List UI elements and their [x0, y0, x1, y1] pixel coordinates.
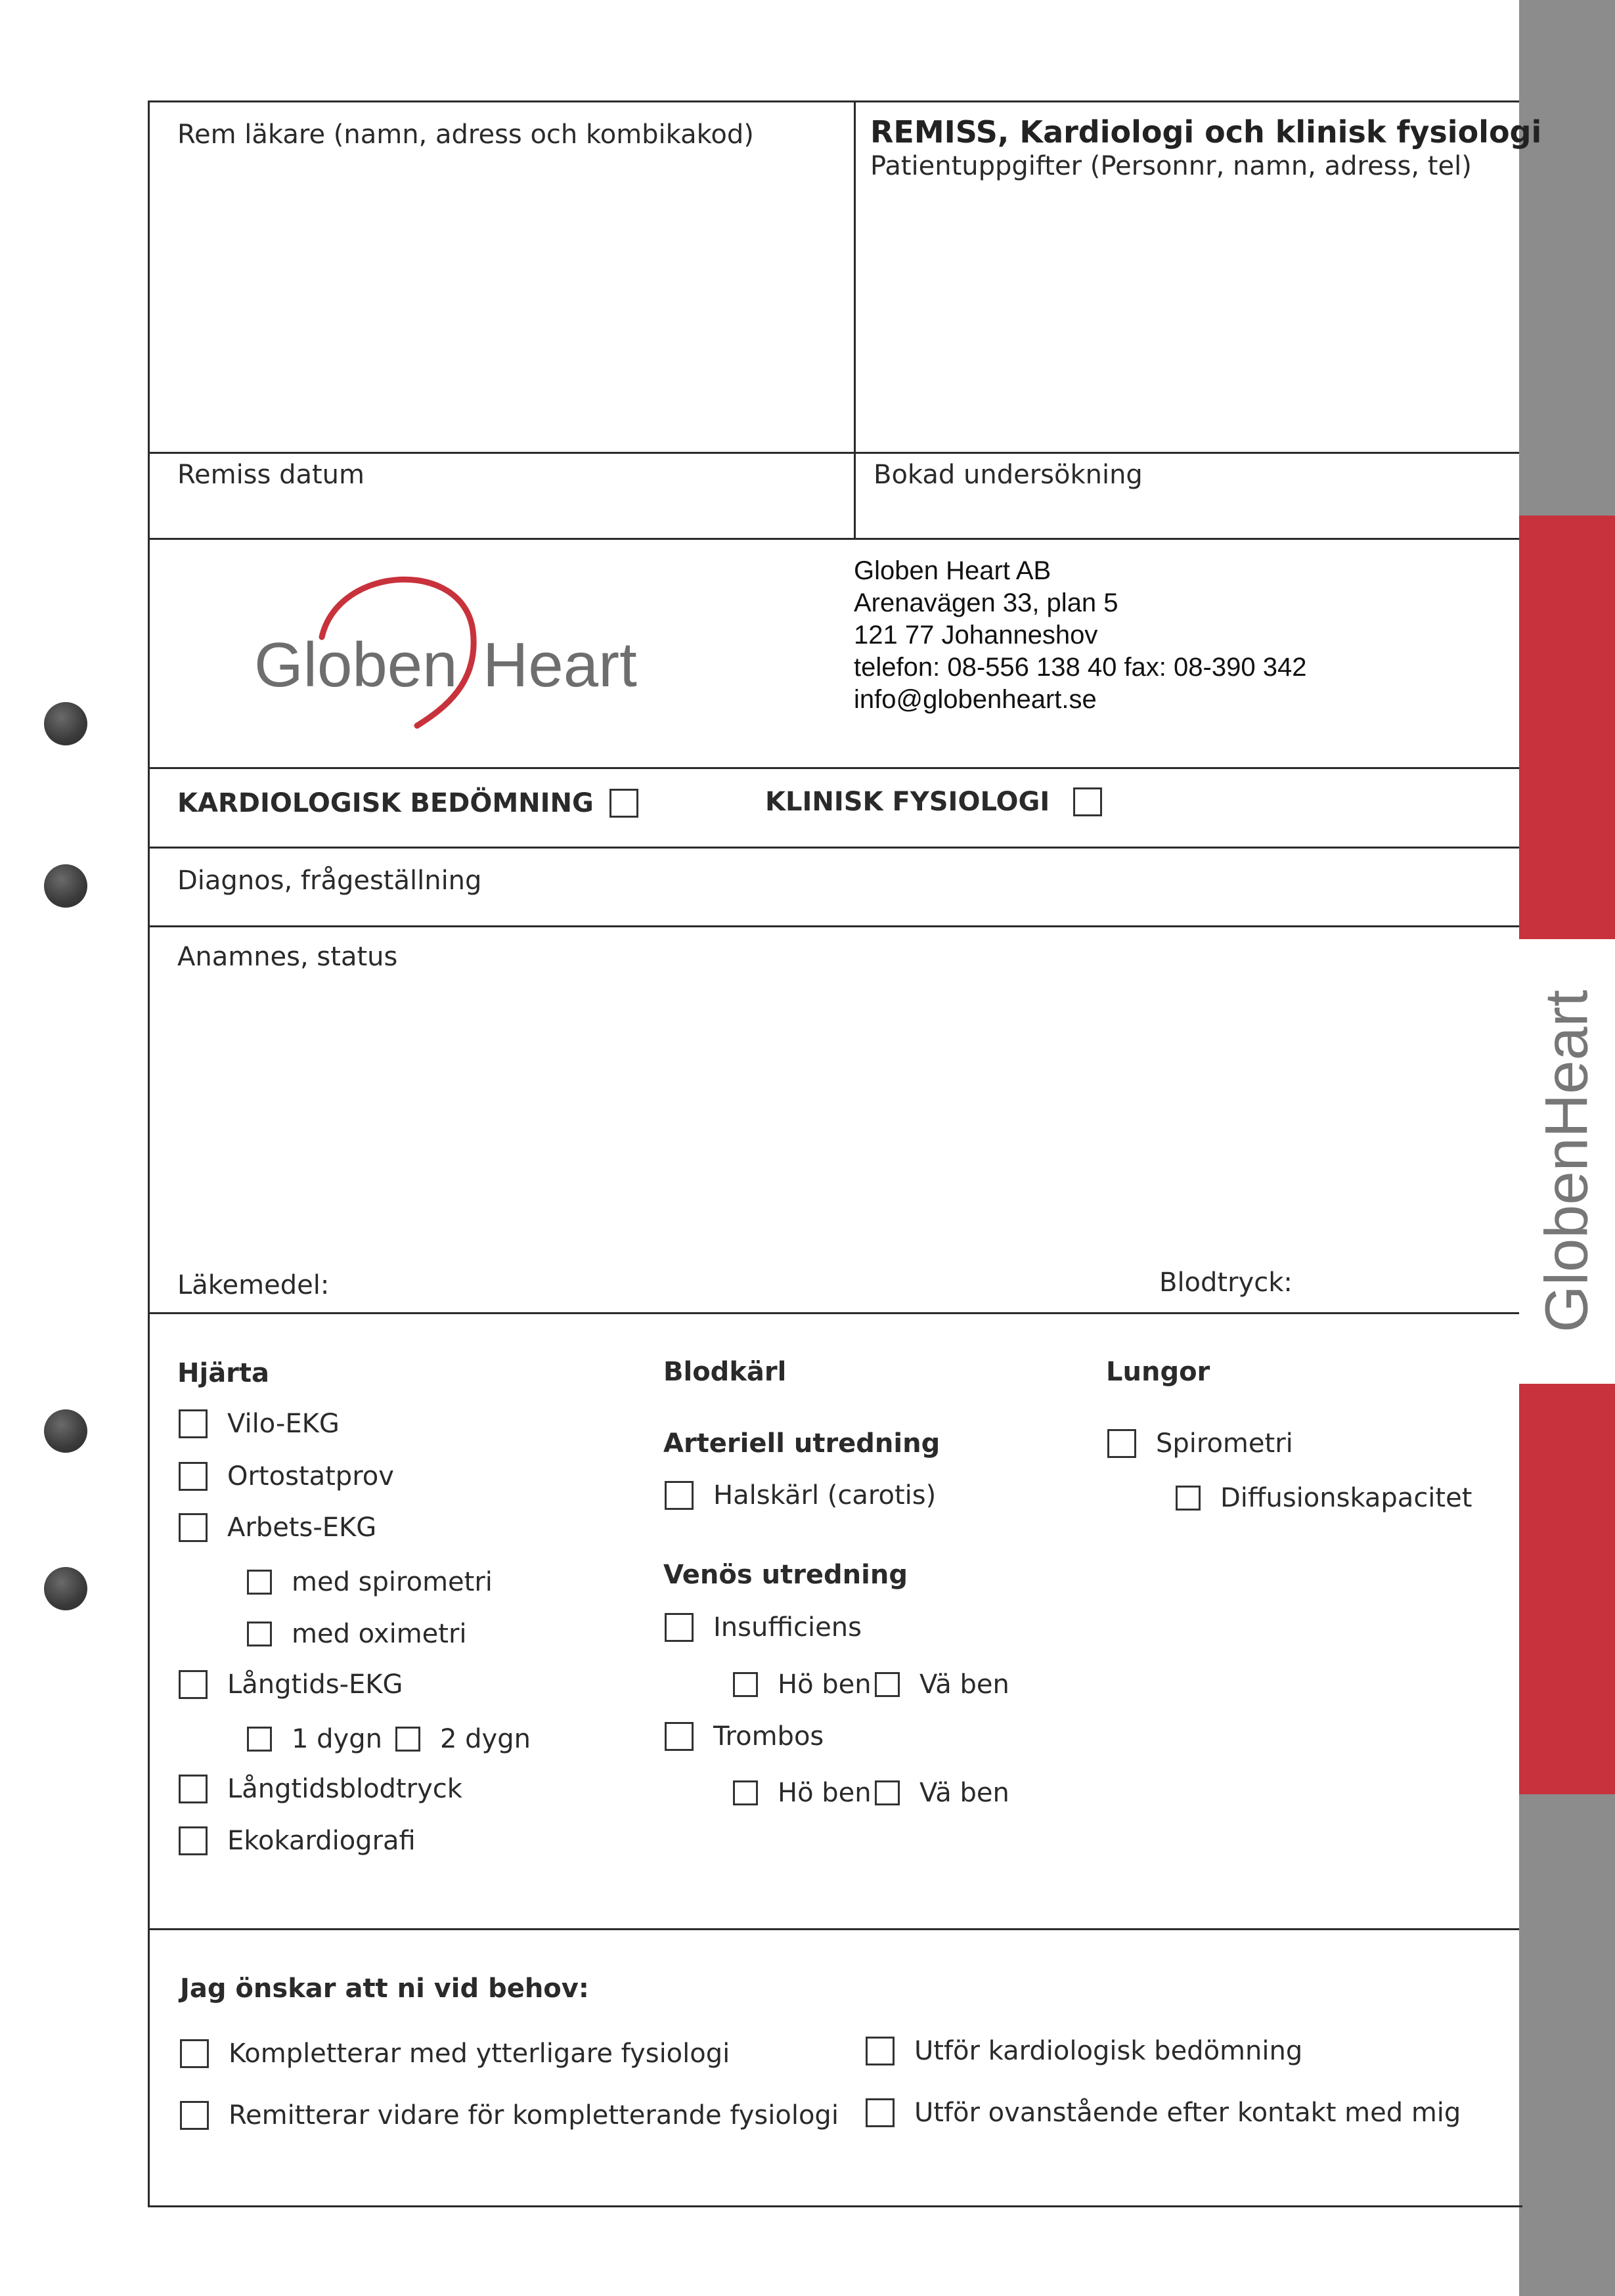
divider-dates — [148, 452, 1519, 454]
insufficiens-label: Insufficiens — [713, 1612, 862, 1643]
cardiology-assessment-checkbox[interactable] — [609, 789, 638, 818]
binder-hole-4 — [44, 1567, 87, 1610]
cardiology-assessment-label: KARDIOLOGISK BEDÖMNING — [177, 788, 594, 818]
langtids-ekg-checkbox[interactable] — [179, 1670, 208, 1699]
one-day-option[interactable] — [247, 1724, 382, 1754]
booked-exam-label: Bokad undersökning — [874, 460, 1143, 490]
frame-middle-top — [854, 100, 856, 538]
cardio-assess-option[interactable] — [866, 2036, 1302, 2066]
side-strip-gray-bottom — [1519, 1794, 1615, 2296]
insufficiens-right-leg-label: Hö ben — [778, 1669, 872, 1700]
medication-label: Läkemedel: — [177, 1270, 330, 1300]
carotis-option[interactable] — [665, 1480, 936, 1511]
binder-hole-3 — [44, 1409, 87, 1453]
one-day-label: 1 dygn — [292, 1724, 382, 1754]
arbets-ekg-label: Arbets-EKG — [227, 1512, 377, 1543]
refer-option[interactable] — [180, 2100, 839, 2130]
vilo-ekg-option[interactable] — [179, 1409, 340, 1439]
diagnosis-label: Diagnos, frågeställning — [177, 866, 482, 896]
history-label: Anamnes, status — [177, 942, 398, 972]
company-email: info@globenheart.se — [854, 685, 1097, 714]
clinical-physiology-option[interactable] — [765, 787, 1122, 817]
diffusion-checkbox[interactable] — [1176, 1486, 1201, 1511]
divider-logo — [148, 538, 1519, 540]
divider-assessment — [148, 767, 1519, 769]
trombos-left-leg-label: Vä ben — [919, 1778, 1009, 1808]
carotis-checkbox[interactable] — [665, 1481, 694, 1510]
after-contact-option[interactable] — [866, 2098, 1461, 2128]
langtids-ekg-option[interactable] — [179, 1669, 403, 1700]
side-tab-logo-text: GlobenHeart — [1533, 990, 1601, 1333]
trombos-checkbox[interactable] — [665, 1722, 694, 1751]
carotis-label: Halskärl (carotis) — [713, 1480, 937, 1511]
arterial-heading: Arteriell utredning — [663, 1428, 940, 1459]
eko-label: Ekokardiografi — [227, 1826, 416, 1856]
side-strip-red-2 — [1519, 1384, 1615, 1794]
insufficiens-right-leg-option[interactable] — [733, 1669, 872, 1700]
after-contact-checkbox[interactable] — [866, 2098, 895, 2127]
company-address: Arenavägen 33, plan 5 — [854, 588, 1118, 617]
company-postal: 121 77 Johanneshov — [854, 621, 1098, 650]
two-days-checkbox[interactable] — [395, 1727, 420, 1752]
trombos-right-leg-option[interactable] — [733, 1778, 872, 1808]
langtids-bp-checkbox[interactable] — [179, 1775, 208, 1803]
referring-doctor-label: Rem läkare (namn, adress och kombikakod) — [177, 120, 754, 150]
ortostat-option[interactable] — [179, 1461, 394, 1491]
side-strip-gray-top — [1519, 0, 1615, 516]
heart-heading: Hjärta — [177, 1358, 270, 1388]
two-days-label: 2 dygn — [440, 1724, 531, 1754]
ortostat-checkbox[interactable] — [179, 1462, 208, 1491]
med-spirometri-checkbox[interactable] — [247, 1570, 272, 1595]
trombos-option[interactable] — [665, 1721, 824, 1752]
company-phone-fax: telefon: 08-556 138 40 fax: 08-390 342 — [854, 653, 1307, 682]
clinical-physiology-checkbox[interactable] — [1073, 787, 1102, 816]
frame-top — [148, 100, 1519, 102]
langtids-bp-option[interactable] — [179, 1774, 462, 1804]
binder-hole-2 — [44, 864, 87, 908]
refer-checkbox[interactable] — [180, 2101, 209, 2130]
complement-option[interactable] — [180, 2039, 730, 2069]
eko-option[interactable] — [179, 1826, 416, 1856]
med-spirometri-option[interactable] — [247, 1567, 493, 1597]
after-contact-label: Utför ovanstående efter kontakt med mig — [914, 2098, 1461, 2128]
insufficiens-left-leg-option[interactable] — [875, 1669, 1009, 1700]
venous-heading: Venös utredning — [663, 1560, 908, 1590]
one-day-checkbox[interactable] — [247, 1727, 272, 1752]
insufficiens-option[interactable] — [665, 1612, 862, 1643]
vessels-heading: Blodkärl — [663, 1357, 787, 1387]
divider-diagnosis — [148, 847, 1519, 849]
frame-bottom — [148, 2205, 1522, 2207]
insufficiens-left-leg-checkbox[interactable] — [875, 1672, 900, 1697]
form-title: REMISS, Kardiologi och klinisk fysiologi — [870, 114, 1542, 150]
diffusion-label: Diffusionskapacitet — [1220, 1483, 1472, 1513]
insufficiens-left-leg-label: Vä ben — [919, 1669, 1009, 1700]
vilo-ekg-checkbox[interactable] — [179, 1409, 208, 1438]
ortostat-label: Ortostatprov — [227, 1461, 394, 1491]
spirometri-label: Spirometri — [1156, 1428, 1293, 1459]
eko-checkbox[interactable] — [179, 1826, 208, 1855]
vilo-ekg-label: Vilo-EKG — [227, 1409, 340, 1439]
company-name: Globen Heart AB — [854, 556, 1051, 585]
refer-label: Remitterar vidare för kompletterande fysiologi — [229, 2100, 839, 2130]
diffusion-option[interactable] — [1176, 1483, 1472, 1513]
med-oximetri-label: med oximetri — [292, 1619, 467, 1649]
divider-exams — [148, 1312, 1519, 1314]
insufficiens-right-leg-checkbox[interactable] — [733, 1672, 758, 1697]
insufficiens-checkbox[interactable] — [665, 1613, 694, 1642]
cardio-assess-label: Utför kardiologisk bedömning — [914, 2036, 1303, 2066]
trombos-right-leg-checkbox[interactable] — [733, 1780, 758, 1805]
trombos-left-leg-checkbox[interactable] — [875, 1780, 900, 1805]
blood-pressure-label: Blodtryck: — [1159, 1268, 1293, 1298]
spirometri-option[interactable] — [1107, 1428, 1293, 1459]
binder-hole-1 — [44, 702, 87, 745]
complement-checkbox[interactable] — [180, 2039, 209, 2068]
trombos-label: Trombos — [713, 1721, 824, 1752]
frame-left — [148, 100, 150, 2207]
trombos-right-leg-label: Hö ben — [778, 1778, 872, 1808]
trombos-left-leg-option[interactable] — [875, 1778, 1009, 1808]
patient-info-label: Patientuppgifter (Personnr, namn, adress, tel) — [870, 151, 1472, 181]
company-contact — [854, 555, 1306, 716]
logo-word-heart: Heart — [483, 630, 637, 700]
clinical-physiology-label: KLINISK FYSIOLOGI — [765, 787, 1050, 817]
arbets-ekg-option[interactable] — [179, 1512, 376, 1543]
med-oximetri-option[interactable] — [247, 1619, 467, 1649]
side-strip-red-1 — [1519, 516, 1615, 939]
med-oximetri-checkbox[interactable] — [247, 1622, 272, 1646]
spirometri-checkbox[interactable] — [1107, 1429, 1136, 1458]
divider-history — [148, 925, 1519, 927]
divider-wishes — [148, 1928, 1519, 1930]
langtids-bp-label: Långtidsblodtryck — [227, 1774, 462, 1804]
lungs-heading: Lungor — [1106, 1357, 1210, 1387]
two-days-option[interactable] — [395, 1724, 531, 1754]
wishes-heading: Jag önskar att ni vid behov: — [180, 1974, 589, 2004]
langtids-ekg-label: Långtids-EKG — [227, 1669, 403, 1700]
med-spirometri-label: med spirometri — [292, 1567, 493, 1597]
arbets-ekg-checkbox[interactable] — [179, 1513, 208, 1542]
complement-label: Kompletterar med ytterligare fysiologi — [229, 2039, 730, 2069]
globen-heart-logo — [253, 571, 647, 729]
referral-date-label: Remiss datum — [177, 460, 365, 490]
cardiology-assessment-option[interactable] — [177, 788, 658, 818]
logo-word-globen: Globen — [254, 630, 458, 700]
cardio-assess-checkbox[interactable] — [866, 2037, 895, 2065]
